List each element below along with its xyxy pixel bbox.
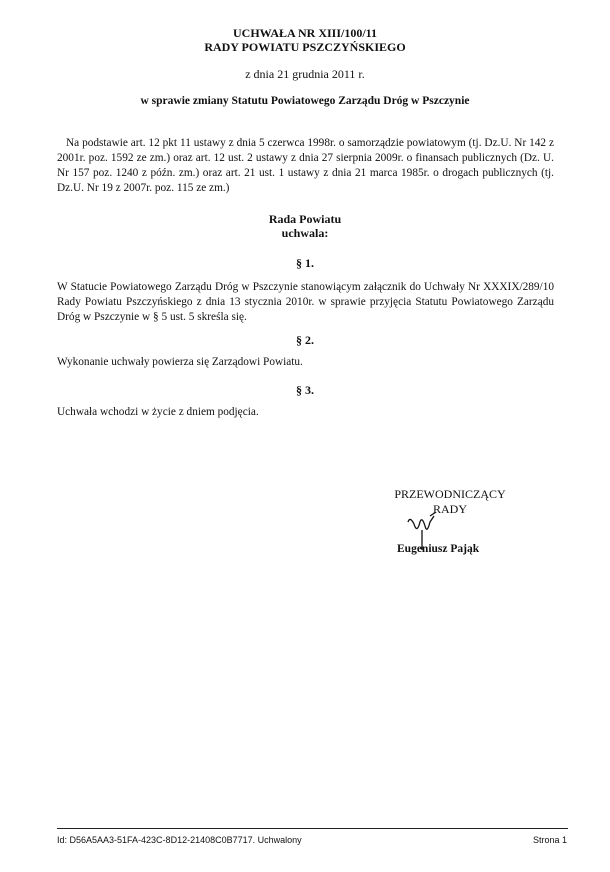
section-2-text: Wykonanie uchwały powierza się Zarządowi Powiatu. [57, 356, 303, 368]
resolution-date: z dnia 21 grudnia 2011 r. [245, 67, 365, 81]
resolution-subject: w sprawie zmiany Statutu Powiatowego Zarządu Dróg w Pszczynie [140, 95, 470, 107]
section-3-text: Uchwała wchodzi w życie z dniem podjęcia. [57, 406, 259, 418]
resolution-heading-line2: uchwala: [281, 226, 329, 240]
document-id: Id: D56A5AA3-51FA-423C-8D12-21408C0B7717. Uchwalony [57, 835, 302, 845]
legal-basis-paragraph: Na podstawie art. 12 pkt 11 ustawy z dnia 5 czerwca 1998r. o samorządzie powiatowym (tj. Dz.U. Nr 142 z 2001r. poz. 1592 ze zm.) oraz art. 12 ust. 2 ustawy z dnia 27 sierpnia 2009r. o finansach publicznych (Dz. U. Nr 157 poz. 1240 z późn. zm.) oraz art. 21 ust. 1 ustawy z dnia 21 marca 1985r. o drogach publicznych (tj. Dz.U. Nr 19 z 2007r. poz. 115 ze zm.) [57, 137, 554, 194]
resolution-heading-line1: Rada Powiatu [268, 212, 342, 226]
resolution-heading [0, 212, 610, 240]
council-name: RADY POWIATU PSZCZYŃSKIEGO [204, 40, 406, 54]
footer-divider [57, 828, 568, 829]
resolution-number: UCHWAŁA NR XIII/100/11 [232, 26, 378, 40]
section-2-mark: § 2. [296, 333, 314, 347]
section-1-text: W Statucie Powiatowego Zarządu Dróg w Pszczynie stanowiącym załącznik do Uchwały Nr XXXIX/289/10 Rady Powiatu Pszczyńskiego z dnia 13 stycznia 2010r. w sprawie przyjęcia Statutu Powiatowego Zarządu Dróg w Pszczynie w § 5 ust. 5 skreśla się. [57, 281, 554, 323]
section-3-mark: § 3. [296, 383, 314, 397]
section-1-mark: § 1. [296, 256, 314, 270]
page-number: Strona 1 [532, 835, 567, 845]
chair-name: Eugeniusz Pająk [397, 543, 480, 555]
chair-title-council: RADY [432, 502, 467, 516]
chair-title: PRZEWODNICZĄCY [394, 487, 506, 501]
